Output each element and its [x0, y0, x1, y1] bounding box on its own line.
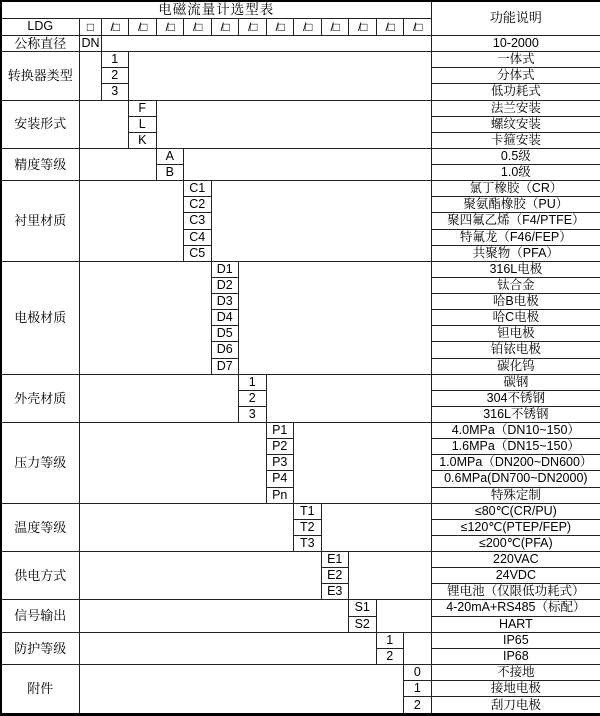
option-value-cell: 钛合金	[431, 277, 600, 293]
band-label: 防护等级	[1, 632, 79, 664]
option-value-cell: 一体式	[431, 52, 600, 68]
model-slot-box: /□	[101, 19, 129, 35]
option-code-cell: 0	[404, 664, 432, 680]
option-value-cell: 接地电极	[431, 681, 600, 697]
model-slot-box: /□	[156, 19, 184, 35]
option-code-cell: C1	[184, 181, 212, 197]
spacer-cell	[404, 632, 432, 664]
option-code-cell: C2	[184, 197, 212, 213]
model-slot-box: /□	[266, 19, 294, 35]
option-value-cell: 碳化钨	[431, 358, 600, 374]
option-value-cell: 24VDC	[431, 568, 600, 584]
option-value-cell: ≤200℃(PFA)	[431, 535, 600, 551]
option-code-cell: C4	[184, 229, 212, 245]
spacer-cell	[79, 423, 266, 504]
band-label: 压力等级	[1, 423, 79, 504]
option-code-cell: E2	[321, 568, 349, 584]
option-value-cell: 共聚物（PFA）	[431, 245, 600, 261]
band-label: 供电方式	[1, 552, 79, 600]
spacer-cell	[79, 664, 404, 714]
option-code-cell: P4	[266, 471, 294, 487]
model-slot-box: /□	[294, 19, 322, 35]
option-value-cell: 卡箍安装	[431, 132, 600, 148]
option-value-cell: 螺纹安装	[431, 116, 600, 132]
option-code-cell: D7	[211, 358, 239, 374]
option-code-cell: P1	[266, 423, 294, 439]
model-slot-box: /□	[376, 19, 404, 35]
option-value-cell: 316L电极	[431, 261, 600, 277]
option-value-cell: 铂铱电极	[431, 342, 600, 358]
option-value-cell: 不接地	[431, 664, 600, 680]
model-slot-box: /□	[211, 19, 239, 35]
band-label: 电极材质	[1, 261, 79, 374]
option-value-cell: 1.0级	[431, 165, 600, 181]
option-value-cell: 1.0MPa（DN200~DN600）	[431, 455, 600, 471]
spacer-cell	[129, 52, 432, 100]
band-label: 公称直径	[1, 35, 79, 52]
option-value-cell: 分体式	[431, 68, 600, 84]
band-label: 转换器类型	[1, 52, 79, 100]
band-label: 安装形式	[1, 100, 79, 148]
option-code-cell: 3	[239, 406, 267, 422]
spacer-cell	[266, 374, 431, 422]
spacer-cell	[101, 35, 431, 52]
option-value-cell: 哈B电极	[431, 294, 600, 310]
option-code-cell: D6	[211, 342, 239, 358]
band-label: 外壳材质	[1, 374, 79, 422]
option-value-cell: 特殊定制	[431, 487, 600, 503]
option-code-cell: D4	[211, 310, 239, 326]
option-value-cell: 4.0MPa（DN10~150）	[431, 423, 600, 439]
option-code-cell: 1	[239, 374, 267, 390]
option-code-cell: 2	[404, 697, 432, 715]
model-prefix: LDG	[1, 19, 79, 35]
option-value-cell: 哈C电极	[431, 310, 600, 326]
option-value-cell: 氯丁橡胶（CR）	[431, 181, 600, 197]
option-code-cell: C3	[184, 213, 212, 229]
option-code-cell: T2	[294, 519, 322, 535]
option-value-cell: IP68	[431, 648, 600, 664]
option-value-cell: HART	[431, 616, 600, 632]
option-value-cell: 聚氨酯橡胶（PU）	[431, 197, 600, 213]
spacer-cell	[79, 52, 101, 100]
spacer-cell	[294, 423, 432, 504]
option-value-cell: 聚四氟乙烯（F4/PTFE）	[431, 213, 600, 229]
option-code-cell: 1	[376, 632, 404, 648]
spacer-cell	[156, 100, 431, 148]
option-code-cell: E1	[321, 552, 349, 568]
option-value-cell: 锂电池（仅限低功耗式）	[431, 584, 600, 600]
option-value-cell: 法兰安装	[431, 100, 600, 116]
option-value-cell: 304不锈钢	[431, 390, 600, 406]
option-value-cell: 刮刀电极	[431, 697, 600, 715]
model-code-box: □	[79, 19, 101, 35]
model-slot-box: /□	[349, 19, 377, 35]
spacer-cell	[79, 503, 294, 551]
spacer-cell	[239, 261, 432, 374]
spacer-cell	[184, 148, 432, 180]
table-title: 电磁流量计选型表	[1, 1, 431, 19]
option-code-cell: K	[129, 132, 157, 148]
option-value-cell: 0.5级	[431, 148, 600, 164]
option-code-cell: L	[129, 116, 157, 132]
option-code-cell: 2	[239, 390, 267, 406]
option-code-cell: Pn	[266, 487, 294, 503]
model-slot-box: /□	[239, 19, 267, 35]
spacer-cell	[79, 100, 129, 148]
spacer-cell	[79, 181, 184, 262]
spacer-cell	[376, 600, 431, 632]
band-label: 精度等级	[1, 148, 79, 180]
option-code-cell: T1	[294, 503, 322, 519]
option-code-cell: DN	[79, 35, 101, 52]
option-code-cell: D5	[211, 326, 239, 342]
option-code-cell: 3	[101, 84, 129, 100]
option-code-cell: A	[156, 148, 184, 164]
option-value-cell: 碳钢	[431, 374, 600, 390]
option-code-cell: P2	[266, 439, 294, 455]
option-code-cell: 2	[376, 648, 404, 664]
option-value-cell: 4-20mA+RS485（标配）	[431, 600, 600, 616]
option-code-cell: B	[156, 165, 184, 181]
model-slot-box: /□	[404, 19, 432, 35]
option-code-cell: D1	[211, 261, 239, 277]
band-label: 信号输出	[1, 600, 79, 632]
spacer-cell	[79, 374, 239, 422]
band-label: 温度等级	[1, 503, 79, 551]
option-code-cell: D3	[211, 294, 239, 310]
spacer-cell	[79, 600, 349, 632]
option-code-cell: 1	[101, 52, 129, 68]
spacer-cell	[79, 552, 321, 600]
option-value-cell: 220VAC	[431, 552, 600, 568]
option-value-cell: 316L不锈钢	[431, 406, 600, 422]
table-body	[1, 1, 600, 715]
model-slot-box: /□	[184, 19, 212, 35]
spacer-cell	[321, 503, 431, 551]
spacer-cell	[79, 261, 211, 374]
spacer-cell	[211, 181, 431, 262]
option-code-cell: S2	[349, 616, 377, 632]
option-value-cell: IP65	[431, 632, 600, 648]
spacer-cell	[79, 632, 376, 664]
function-column-header: 功能说明	[431, 1, 600, 35]
option-code-cell: C5	[184, 245, 212, 261]
model-slot-box: /□	[129, 19, 157, 35]
option-value-cell: 0.6MPa(DN700~DN2000)	[431, 471, 600, 487]
option-value-cell: 10-2000	[431, 35, 600, 52]
option-value-cell: 1.6MPa（DN15~150）	[431, 439, 600, 455]
option-value-cell: 特氟龙（F46/FEP）	[431, 229, 600, 245]
spacer-cell	[349, 552, 432, 600]
option-code-cell: E3	[321, 584, 349, 600]
band-label: 衬里材质	[1, 181, 79, 262]
option-code-cell: S1	[349, 600, 377, 616]
option-code-cell: T3	[294, 535, 322, 551]
option-code-cell: 1	[404, 681, 432, 697]
option-code-cell: D2	[211, 277, 239, 293]
option-code-cell: F	[129, 100, 157, 116]
spacer-cell	[79, 148, 156, 180]
model-slot-box: /□	[321, 19, 349, 35]
option-code-cell: 2	[101, 68, 129, 84]
band-label: 附件	[1, 664, 79, 714]
option-value-cell: ≤80℃(CR/PU)	[431, 503, 600, 519]
option-value-cell: 钽电极	[431, 326, 600, 342]
option-code-cell: P3	[266, 455, 294, 471]
option-value-cell: 低功耗式	[431, 84, 600, 100]
option-value-cell: ≤120℃(PTEP/FEP)	[431, 519, 600, 535]
